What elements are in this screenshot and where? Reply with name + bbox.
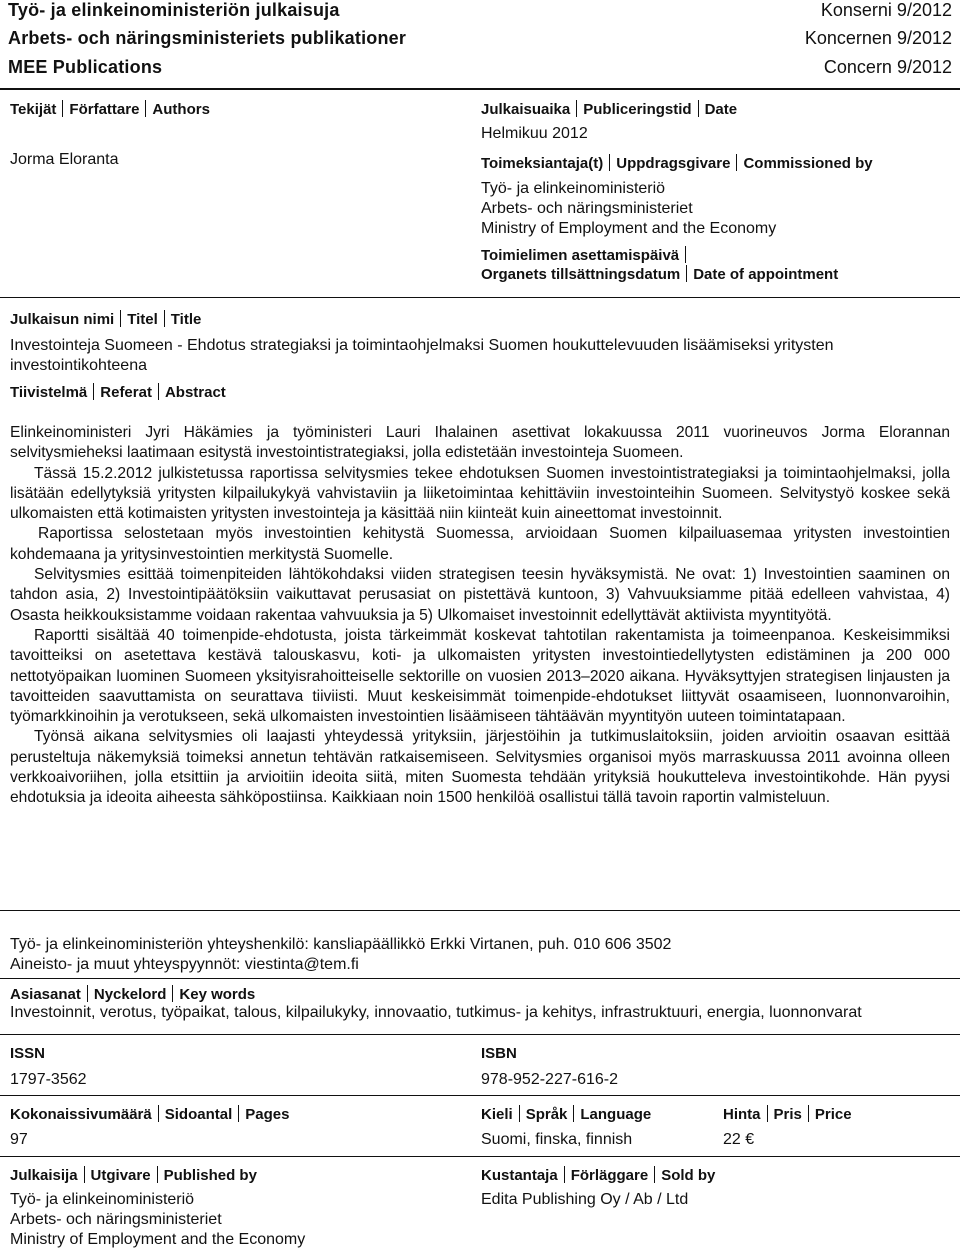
authors-label-sv: Författare xyxy=(69,101,140,118)
language-label-fi: Kieli xyxy=(481,1106,513,1123)
abstract-paragraph: Työnsä aikana selvitysmies oli laajasti yhteydessä yrityksiin, järjestöihin ja tutkimuslaitoksiin, joiden arvioitin osaavan esittää perusteltuja näkemyksiä toimeksi annetun tehtävän ratkaisemiseen. Selvitysmies organisoi myös marraskuussa 2011 avoinna olleen verkkoaivoriihen, jolla etsittiin ja arvioitiin ideoita siitä, miten Suomesta tehdään yrityksiä houkutteleva investointikohde. Hän pyysi ehdotuksia ja ideoita aiheesta sähköpostiinsa. Kaikkiaan noin 1500 henkilöä osallistui tällä tavoin raportin valmisteluun. xyxy=(10,728,950,807)
abstract-paragraph: Selvitysmies esittää toimenpiteiden lähtökohdaksi viiden strategisen teesin hyväksymistä. Ne ovat: 1) Investointien saaminen on tahdon asia, 2) Investointipäätöksiin vaikuttavat perusasiat on pistettävä kuntoon, 3) Vahvuuksiamme pitää edelleen vahvistaa, 4) Osasta heikkouksistamme voidaan rakentaa vahvuuksia ja 5) Ulkomaiset investoinnit edellyttävät aktiivista myyntityötä. xyxy=(10,566,950,624)
authors-label xyxy=(10,100,210,118)
price-label-en: Price xyxy=(814,1106,852,1123)
appointment-label-sv: Organets tillsättningsdatum xyxy=(481,266,681,283)
language-label xyxy=(481,1105,651,1123)
section-rule-title xyxy=(0,297,960,298)
keywords-value: Investoinnit, verotus, työpaikat, talous, kilpailukyky, innovaatio, tutkimus- ja kehitys, infrastruktuuri, energia, luonnonvarat xyxy=(10,1004,862,1021)
date-label-fi: Julkaisuaika xyxy=(481,101,571,118)
section-rule-publisher xyxy=(0,1156,960,1157)
isbn-value: 978-952-227-616-2 xyxy=(481,1071,618,1088)
publisher-label-sv: Utgivare xyxy=(90,1167,151,1184)
appointment-label-line1 xyxy=(481,246,692,264)
keywords-label-fi: Asiasanat xyxy=(10,986,81,1003)
header-title-fi: Työ- ja elinkeinoministeriön julkaisuja xyxy=(8,0,340,20)
publisher-line-1: Työ- ja elinkeinoministeriö xyxy=(10,1191,195,1208)
commissioned-label-sv: Uppdragsgivare xyxy=(616,155,731,172)
section-rule-issn xyxy=(0,1034,960,1035)
abstract-label xyxy=(10,383,226,401)
abstract-text xyxy=(10,423,950,809)
date-label xyxy=(481,100,737,118)
publisher-label-fi: Julkaisija xyxy=(10,1167,78,1184)
abstract-paragraph: Raportti sisältää 40 toimenpide-ehdotusta, joista tärkeimmät koskevat tahtotilan rakentamista ja toimeenpanoa. Keskeisimmiksi tavoitteiksi on asetettava kestävä talouskasvu, koti- ja ulkomaisten yritysten investointiedellytysten edistäminen ja 200 000 nettotyöpaikan luominen Suomeen yksityisrahoitteiselle sektorille on vuosien 2013–2020 aikana. Hyväksyttyjen strategisen linjausten ja tavoitteiden saavuttamista on seurattava tiiviisti. Muut keskeisimmät toimenpide-ehdotukset liittyvät osaamiseen, luonnonvaroihin, työmarkkinoihin ja verotukseen, sekä ulkomaisten investointien lisäämiseen tähtäävän myyntityön uuteen toimintatapaan. xyxy=(10,626,950,726)
abstract-paragraph: Raportissa selostetaan myös investointien kehitystä Suomessa, arvioidaan Suomen kilpailuasemaa yritysten investointien kohdemaana ja yritysinvestointien merkitystä Suomelle. xyxy=(10,525,950,563)
title-label-fi: Julkaisun nimi xyxy=(10,311,115,328)
appointment-label-en: Date of appointment xyxy=(693,266,839,283)
seller-label-fi: Kustantaja xyxy=(481,1167,558,1184)
header-rule xyxy=(0,88,960,90)
language-label-sv: Språk xyxy=(525,1106,568,1123)
appointment-label-line2 xyxy=(481,265,838,283)
header-series-fi: Konserni 9/2012 xyxy=(820,0,952,20)
header-series-en: Concern 9/2012 xyxy=(823,57,952,77)
abstract-label-sv: Referat xyxy=(100,384,152,401)
commissioned-label-en: Commissioned by xyxy=(743,155,873,172)
header-title-en: MEE Publications xyxy=(8,57,163,77)
title-label-sv: Titel xyxy=(127,311,158,328)
commissioned-label xyxy=(481,154,873,172)
header-series-sv: Koncernen 9/2012 xyxy=(804,28,952,48)
price-label-fi: Hinta xyxy=(723,1106,761,1123)
section-rule-keywords xyxy=(0,978,960,979)
issn-value: 1797-3562 xyxy=(10,1071,87,1088)
isbn-label: ISBN xyxy=(481,1045,517,1062)
commissioned-label-fi: Toimeksiantaja(t) xyxy=(481,155,604,172)
publisher-label xyxy=(10,1166,257,1184)
title-value-line2: investointikohteena xyxy=(10,357,147,374)
language-label-en: Language xyxy=(580,1106,652,1123)
language-value: Suomi, finska, finnish xyxy=(481,1131,633,1148)
header-title-sv: Arbets- och näringsministeriets publikationer xyxy=(8,28,407,48)
commissioned-line-2: Arbets- och näringsministeriet xyxy=(481,200,693,217)
pages-label xyxy=(10,1105,289,1123)
pages-label-sv: Sidoantal xyxy=(164,1106,233,1123)
title-label-en: Title xyxy=(170,311,202,328)
abstract-paragraph: Elinkeinoministeri Jyri Häkämies ja työministeri Lauri Ihalainen asettivat lokakuussa 2011 vuorineuvos Jorma Elorannan selvitysmieheksi laatimaan esitystä investointistrategiaksi, jolla edistetään investointeja Suomeen. xyxy=(10,424,950,462)
seller-label-sv: Förläggare xyxy=(570,1167,649,1184)
date-label-sv: Publiceringstid xyxy=(583,101,692,118)
pages-label-fi: Kokonaissivumäärä xyxy=(10,1106,152,1123)
issn-label: ISSN xyxy=(10,1045,46,1062)
section-rule-contact xyxy=(0,910,960,911)
contact-line-1: Työ- ja elinkeinoministeriön yhteyshenkilö: kansliapäällikkö Erkki Virtanen, puh. 010 606 3502 xyxy=(10,936,672,953)
title-label xyxy=(10,310,201,328)
authors-label-fi: Tekijät xyxy=(10,101,57,118)
date-value: Helmikuu 2012 xyxy=(481,125,588,142)
price-value: 22 € xyxy=(723,1131,755,1148)
publisher-line-3: Ministry of Employment and the Economy xyxy=(10,1231,306,1248)
price-label-sv: Pris xyxy=(773,1106,802,1123)
contact-line-2: Aineisto- ja muut yhteyspyynnöt: viestinta@tem.fi xyxy=(10,956,359,973)
abstract-label-en: Abstract xyxy=(164,384,226,401)
seller-value: Edita Publishing Oy / Ab / Ltd xyxy=(481,1191,689,1208)
section-rule-pages xyxy=(0,1095,960,1096)
abstract-paragraph: Tässä 15.2.2012 julkistetussa raportissa selvitysmies tekee ehdotuksen Suomen investointistrategiaksi ja toimintaohjelmaksi, jolla lisätään edellytyksiä yritysten kilpailukykyä vahvistaviin ja liiketoimintaa kehittäviin investointeihin Suomeen. Selvitystyö koskee sekä ulkomaisten että kotimaisten yritysten investointeja ja käsittää niin kiinteät kuin aineettomat investoinnit. xyxy=(10,464,950,523)
authors-value: Jorma Eloranta xyxy=(10,151,119,168)
seller-label xyxy=(481,1166,715,1184)
publisher-line-2: Arbets- och näringsministeriet xyxy=(10,1211,222,1228)
publisher-label-en: Published by xyxy=(163,1167,257,1184)
pages-label-en: Pages xyxy=(245,1106,290,1123)
seller-label-en: Sold by xyxy=(661,1167,716,1184)
authors-label-en: Authors xyxy=(152,101,210,118)
keywords-label-en: Key words xyxy=(179,986,256,1003)
keywords-label-sv: Nyckelord xyxy=(93,986,167,1003)
pages-value: 97 xyxy=(10,1131,28,1148)
date-label-en: Date xyxy=(704,101,738,118)
keywords-label xyxy=(10,985,255,1003)
appointment-label-fi: Toimielimen asettamispäivä xyxy=(481,247,680,264)
title-value-line1: Investointeja Suomeen - Ehdotus strategiaksi ja toimintaohjelmaksi Suomen houkuttelevuuden lisäämiseksi yritysten xyxy=(10,337,834,354)
commissioned-line-1: Työ- ja elinkeinoministeriö xyxy=(481,180,666,197)
abstract-label-fi: Tiivistelmä xyxy=(10,384,88,401)
price-label xyxy=(723,1105,852,1123)
commissioned-line-3: Ministry of Employment and the Economy xyxy=(481,220,777,237)
